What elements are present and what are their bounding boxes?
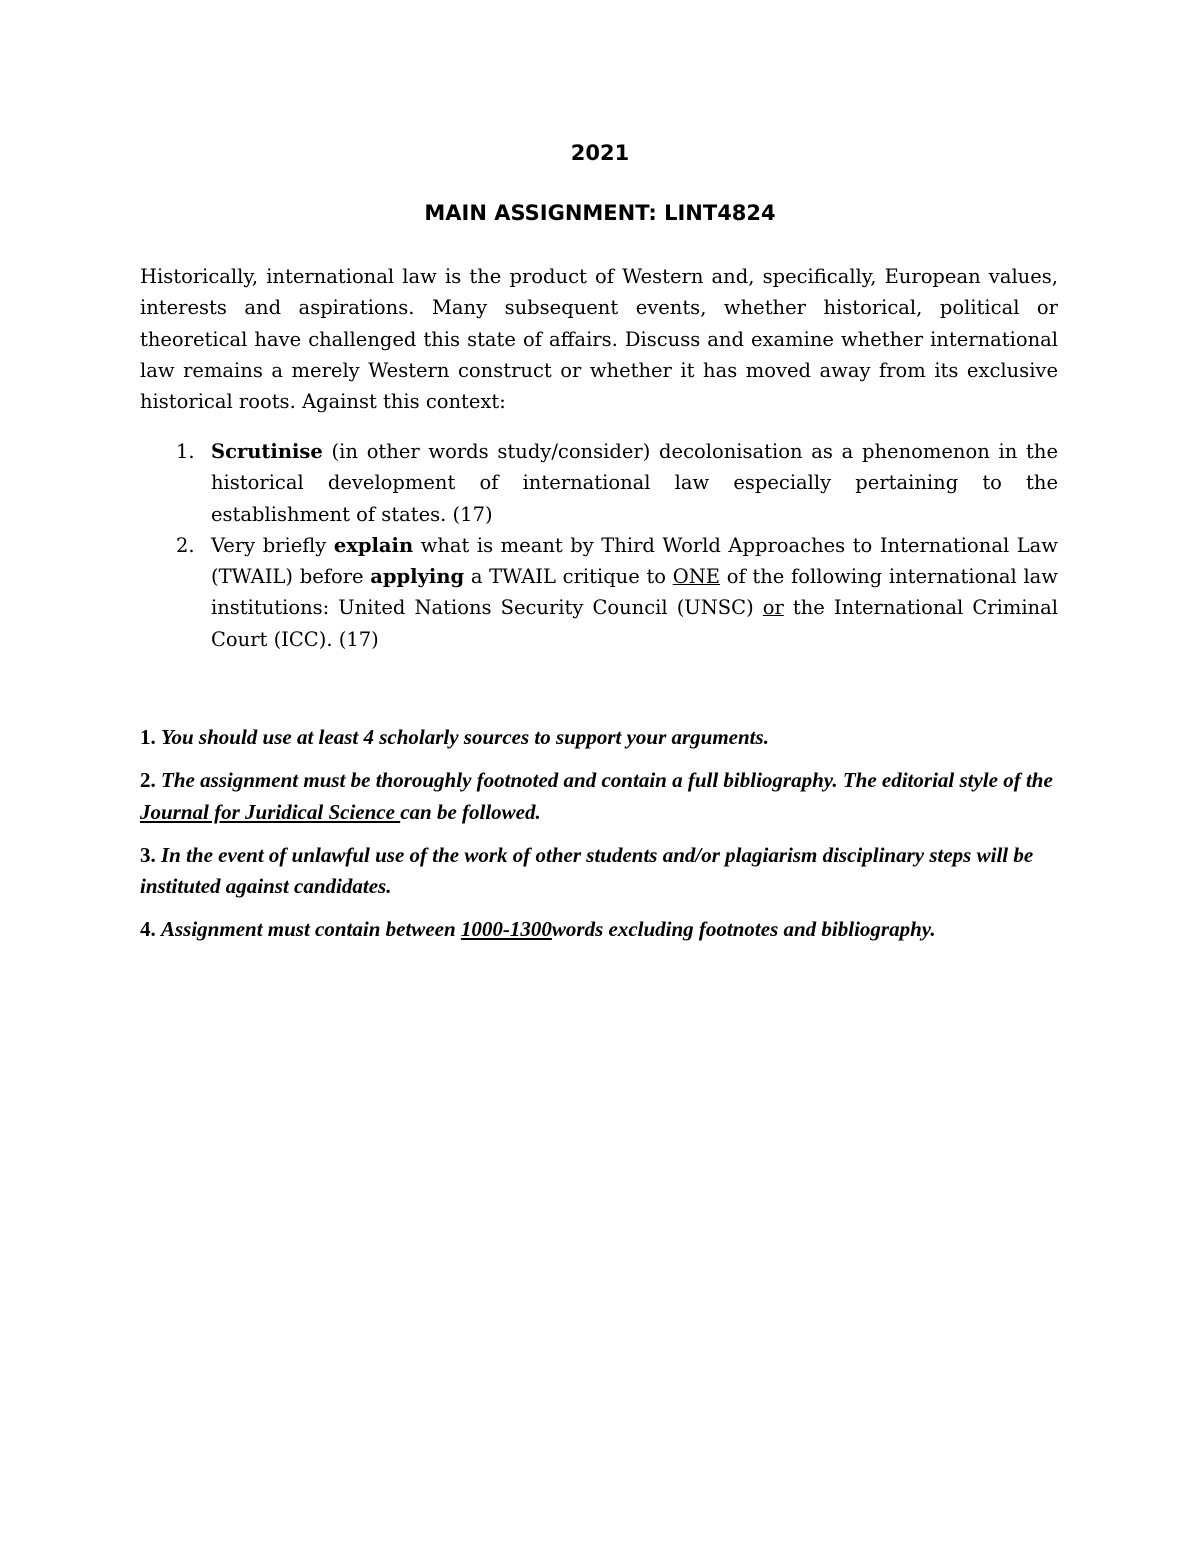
instruction-text: words excluding footnotes and bibliography. (551, 917, 936, 942)
instruction-item (140, 765, 1058, 828)
instruction-number: 4. (140, 917, 156, 942)
question-text: Very briefly (211, 533, 334, 557)
question-item (140, 530, 1058, 655)
instruction-number: 2. (140, 768, 156, 793)
instruction-item (140, 914, 1058, 945)
question-text: of the following international law institutions: United Nations Security Council (UNSC) (211, 565, 1058, 620)
question-text: (in other words study/consider) decolonisation as a phenomenon in the historical development of international law especially pertaining to the establishment of states. (17) (211, 440, 1058, 526)
instruction-text: can be followed. (400, 799, 541, 824)
question-emphasis: or (762, 596, 784, 620)
question-list (140, 436, 1058, 655)
question-item (140, 436, 1058, 530)
instruction-item (140, 840, 1058, 903)
question-keyword: explain (333, 533, 414, 557)
instruction-item (140, 722, 1058, 753)
word-range: 1000-1300 (460, 917, 552, 942)
question-emphasis: ONE (672, 565, 721, 589)
question-keyword: applying (370, 565, 465, 589)
instruction-text: The assignment must be thoroughly footnoted and contain a full bibliography. The editorial style of the (161, 768, 1053, 793)
document-title: MAIN ASSIGNMENT: LINT4824 (424, 201, 776, 225)
instruction-text: Assignment must contain between (161, 917, 461, 942)
question-text: what is meant by Third World Approaches to International Law (TWAIL) before (211, 533, 1058, 589)
instruction-text: In the event of unlawful use of the work of other students and/or plagiarism disciplinary steps will be instituted against candidates. (140, 842, 1034, 899)
question-text: a TWAIL critique to (464, 565, 673, 589)
instruction-number: 3. (140, 842, 156, 867)
question-number: 2. (176, 533, 195, 557)
question-keyword: Scrutinise (211, 440, 323, 463)
instruction-number: 1. (140, 725, 156, 749)
instructions-list (140, 722, 1058, 958)
instruction-text: You should use at least 4 scholarly sources to support your arguments. (161, 725, 769, 749)
journal-title: Journal for Juridical Science (140, 799, 401, 824)
document-year: 2021 (570, 141, 630, 165)
question-number: 1. (176, 440, 195, 463)
intro-paragraph: Historically, international law is the product of Western and, specifically, European values, interests and aspirations. Many subsequent events, whether historical, political or theoretical have challenged this state of affairs. Discuss and examine whether international law remains a merely Western construct or whether it has moved away from its exclusive historical roots. Against this context: (140, 265, 1058, 414)
question-text: the International Criminal Court (ICC). (17) (211, 596, 1058, 651)
